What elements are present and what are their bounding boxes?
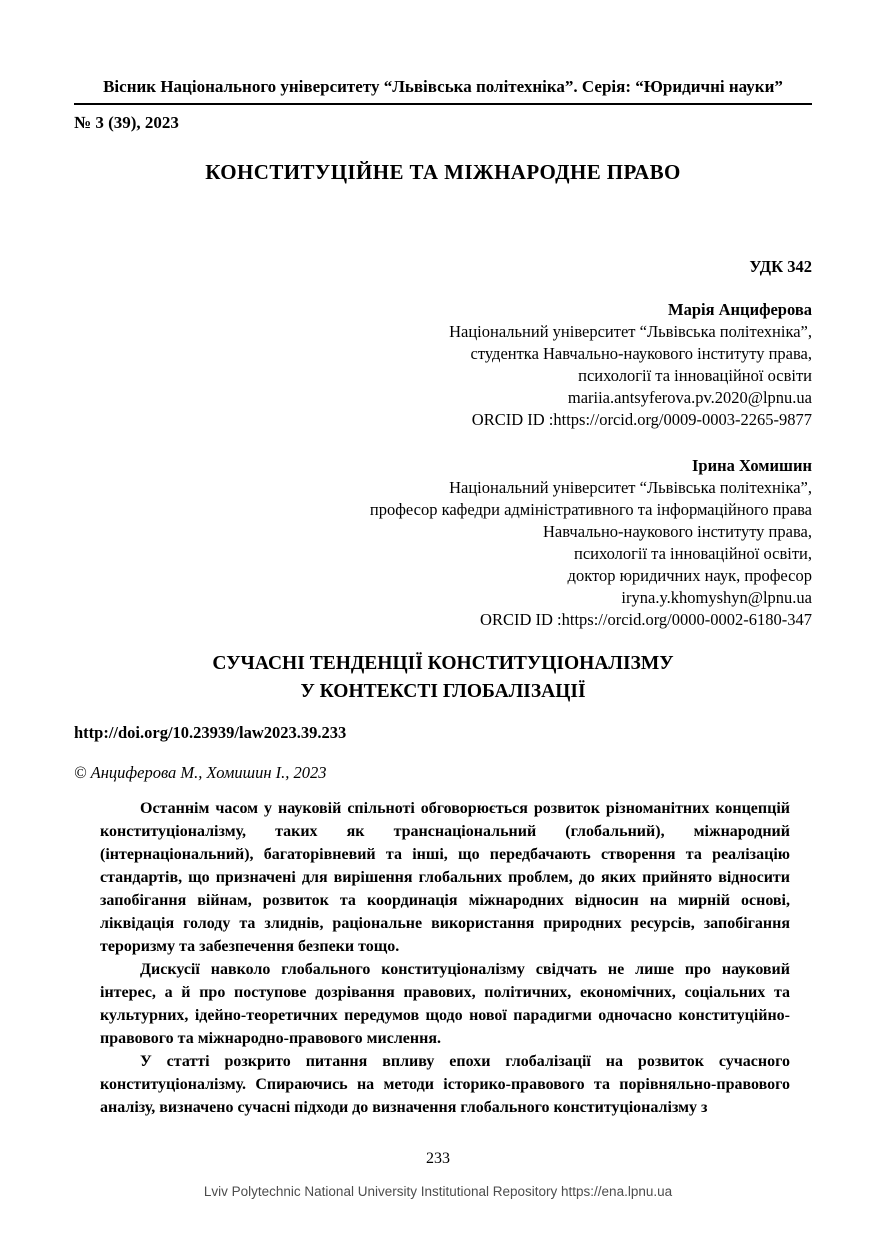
affiliation-line: студентка Навчально-наукового інституту права, (470, 344, 812, 363)
author-name: Ірина Хомишин (691, 456, 812, 475)
repository-footer: Lviv Polytechnic National University Institutional Repository https://ena.lpnu.ua (203, 1184, 673, 1199)
abstract (100, 797, 790, 1119)
abstract-paragraph: Останнім часом у науковій спільноті обговорюється розвиток різноманітних концепцій конституціоналізму, таких як транснаціональний (глобальний), міжнародний (інтернаціональний), багаторівневий та інші, що передбачають створення та реалізацію стандартів, що призначені для вирішення глобальних проблем, до яких прийнято відносити запобігання війнам, розвиток та координація міжнародних відносин на мирній основі, ліквідація голоду та злиднів, раціональне використання природних ресурсів, запобігання тероризму та забезпечення безпеки тощо. (100, 800, 790, 955)
abstract-paragraph: Дискусії навколо глобального конституціоналізму свідчать не лише про науковий інтерес, а й про поступове дозрівання правових, політичних, економічних, соціальних та культурних, ідейно-теоретичних передумов щодо нової парадигми одночасно конституційно-правового та міжнародно-правового мислення. (100, 961, 790, 1047)
journal-header: Вісник Національного університету “Львівська політехніка”. Серія: “Юридичні науки” (103, 77, 783, 96)
author-email: iryna.y.khomyshyn@lpnu.ua (621, 588, 812, 607)
author-email: mariia.antsyferova.pv.2020@lpnu.ua (567, 388, 812, 407)
udc-label: УДК 342 (749, 257, 812, 276)
doi-text: http://doi.org/10.23939/law2023.39.233 (74, 723, 347, 742)
abstract-paragraph: У статті розкрито питання впливу епохи глобалізації на розвиток сучасного конституціоналізму. Спираючись на методи історико-правового та порівняльно-правового аналізу, визначено сучасні підходи до визначення глобального конституціоналізму з (100, 1053, 790, 1116)
article-title-line: У КОНТЕКСТІ ГЛОБАЛІЗАЦІЇ (300, 681, 586, 702)
article-title (74, 650, 812, 706)
affiliation-line: Національний університет “Львівська політехніка”, (449, 478, 812, 497)
author-block-1 (74, 299, 812, 431)
header-rule (74, 103, 812, 105)
author-orcid: ORCID ID :https://orcid.org/0000-0002-6180-347 (480, 610, 812, 629)
author-orcid: ORCID ID :https://orcid.org/0009-0003-2265-9877 (471, 410, 812, 429)
author-block-2 (74, 455, 812, 631)
affiliation-line: професор кафедри адміністративного та інформаційного права (369, 500, 812, 519)
affiliation-line: Навчально-наукового інституту права, (543, 522, 812, 541)
page-number: 233 (426, 1150, 450, 1167)
author-name: Марія Анциферова (668, 300, 812, 319)
issue-number: № 3 (39), 2023 (74, 113, 179, 132)
section-title: КОНСТИТУЦІЙНЕ ТА МІЖНАРОДНЕ ПРАВО (205, 160, 681, 184)
affiliation-line: доктор юридичних наук, професор (567, 566, 812, 585)
article-title-line: СУЧАСНІ ТЕНДЕНЦІЇ КОНСТИТУЦІОНАЛІЗМУ (212, 653, 674, 674)
affiliation-line: психології та інноваційної освіти, (574, 544, 812, 563)
affiliation-line: Національний університет “Львівська політехніка”, (449, 322, 812, 341)
copyright-line: © Анциферова М., Хомишин І., 2023 (74, 763, 327, 782)
affiliation-line: психології та інноваційної освіти (578, 366, 812, 385)
